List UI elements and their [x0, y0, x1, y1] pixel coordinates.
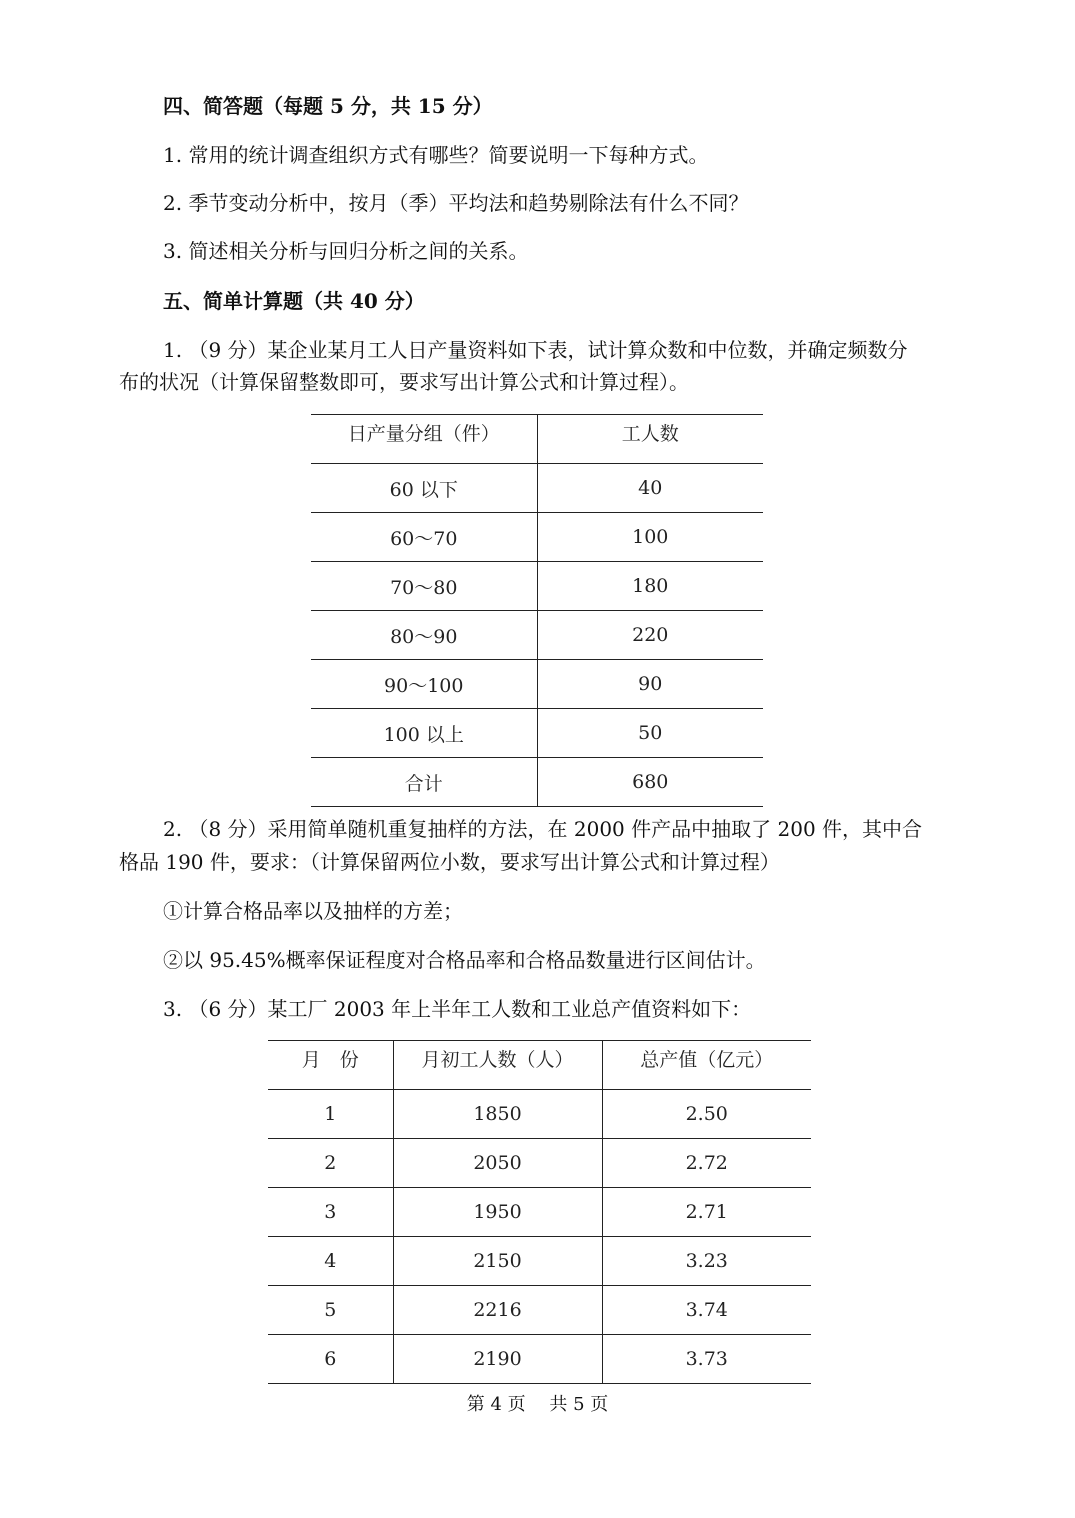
- section4-heading: 四、简答题（每题 5 分，共 15 分）: [163, 94, 493, 118]
- table-cell: 1: [268, 1090, 393, 1139]
- q2-subquestion-1: ①计算合格品率以及抽样的方差；: [163, 899, 463, 923]
- table-cell: 2: [268, 1139, 393, 1188]
- table-cell: 90: [537, 660, 763, 709]
- table-cell: 680: [537, 758, 763, 807]
- column-header: 工人数: [537, 415, 763, 464]
- table-cell: 4: [268, 1237, 393, 1286]
- table-cell: 40: [537, 464, 763, 513]
- table-cell: 80～90: [311, 611, 537, 660]
- section4-question-1: 1. 常用的统计调查组织方式有哪些？简要说明一下每种方式。: [163, 143, 709, 167]
- table-row: [268, 1139, 811, 1188]
- q2-text-line2: 格品 190 件，要求：（计算保留两位小数，要求写出计算公式和计算过程）: [119, 850, 780, 874]
- table-cell: 1950: [393, 1188, 602, 1237]
- column-header: 总产值（亿元）: [602, 1041, 811, 1090]
- q1-text-line1: 1. （9 分）某企业某月工人日产量资料如下表，试计算众数和中位数，并确定频数分: [163, 338, 908, 362]
- table-cell: 5: [268, 1286, 393, 1335]
- table-cell: 60 以下: [311, 464, 537, 513]
- table-row: [311, 464, 763, 513]
- table-header-row: [268, 1041, 811, 1090]
- table-cell: 3.23: [602, 1237, 811, 1286]
- table-row: [268, 1286, 811, 1335]
- table-row: [268, 1090, 811, 1139]
- table-cell: 2.72: [602, 1139, 811, 1188]
- table-row: [311, 513, 763, 562]
- table-row: [268, 1188, 811, 1237]
- table-cell: 70～80: [311, 562, 537, 611]
- table-cell: 2190: [393, 1335, 602, 1384]
- section4-question-3: 3. 简述相关分析与回归分析之间的关系。: [163, 239, 529, 263]
- table-cell: 3.74: [602, 1286, 811, 1335]
- section5-heading: 五、简单计算题（共 40 分）: [163, 289, 425, 313]
- table-row: [268, 1335, 811, 1384]
- table-row: [311, 660, 763, 709]
- page-number-footer: 第 4 页 共 5 页: [466, 1394, 609, 1415]
- table-cell: 50: [537, 709, 763, 758]
- factory-table: [268, 1040, 811, 1384]
- column-header: 月初工人数（人）: [393, 1041, 602, 1090]
- column-header: 日产量分组（件）: [311, 415, 537, 464]
- table-cell: 3: [268, 1188, 393, 1237]
- table-cell: 60～70: [311, 513, 537, 562]
- table-cell: 2150: [393, 1237, 602, 1286]
- table-cell: 2216: [393, 1286, 602, 1335]
- production-table: [311, 414, 763, 807]
- table-cell: 100: [537, 513, 763, 562]
- table-cell: 2.71: [602, 1188, 811, 1237]
- section4-question-2: 2. 季节变动分析中，按月（季）平均法和趋势剔除法有什么不同？: [163, 191, 749, 215]
- table-cell: 合计: [311, 758, 537, 807]
- table-row: [311, 758, 763, 807]
- table-cell: 1850: [393, 1090, 602, 1139]
- q2-text-line1: 2. （8 分）采用简单随机重复抽样的方法，在 2000 件产品中抽取了 200 件，其中合: [163, 817, 923, 841]
- table-row: [268, 1237, 811, 1286]
- q1-text-line2: 布的状况（计算保留整数即可，要求写出计算公式和计算过程）。: [119, 370, 689, 394]
- table-cell: 2050: [393, 1139, 602, 1188]
- table-row: [311, 709, 763, 758]
- table-cell: 220: [537, 611, 763, 660]
- table-cell: 90～100: [311, 660, 537, 709]
- column-header: 月 份: [268, 1041, 393, 1090]
- q3-text-line1: 3. （6 分）某工厂 2003 年上半年工人数和工业总产值资料如下：: [163, 997, 752, 1021]
- q2-subquestion-2: ②以 95.45%概率保证程度对合格品率和合格品数量进行区间估计。: [163, 948, 766, 972]
- table-row: [311, 611, 763, 660]
- table-cell: 180: [537, 562, 763, 611]
- table-cell: 3.73: [602, 1335, 811, 1384]
- table-row: [311, 562, 763, 611]
- table-cell: 6: [268, 1335, 393, 1384]
- table-header-row: [311, 415, 763, 464]
- table-cell: 100 以上: [311, 709, 537, 758]
- table-cell: 2.50: [602, 1090, 811, 1139]
